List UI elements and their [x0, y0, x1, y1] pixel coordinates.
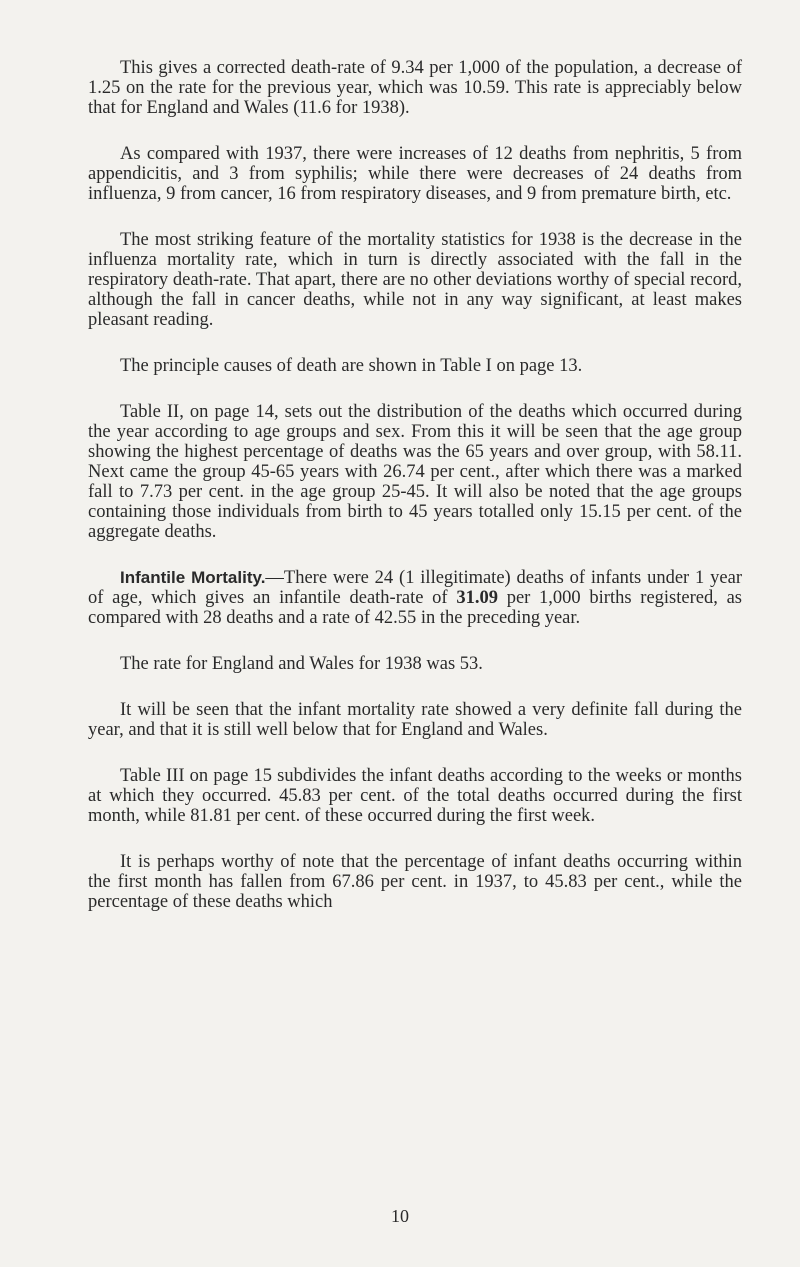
paragraph-first-month: It is perhaps worthy of note that the percentage of infant deaths occurring within the first month has fallen from 67.86 per cent. in 1937, to 45.83 per cent., while the percentage of these deaths which	[88, 852, 742, 912]
paragraph-striking-feature: The most striking feature of the mortality statistics for 1938 is the decrease in the influenza mortality rate, which in turn is directly associated with the fall in the respiratory death-rate. That apart, there are no other deviations worthy of special record, although the fall in cancer deaths, while not in any way significant, at least makes pleasant reading.	[88, 230, 742, 330]
infantile-text-before: —There were 24 (1 illegitimate) deaths of infants under 1 year of age, which gives an infantile death-rate of	[88, 568, 742, 608]
infantile-death-rate-value: 31.09	[456, 588, 498, 608]
paragraph-table-ii: Table II, on page 14, sets out the distribution of the deaths which occurred during the year according to age groups and sex. From this it will be seen that the age group showing the highest percentage of deaths was the 65 years and over group, with 58.11. Next came the group 45-65 years with 26.74 per cent., after which there was a marked fall to 7.73 per cent. in the age group 25-45. It will also be noted that the age groups containing those individuals from birth to 45 years totalled only 15.15 per cent. of the aggregate deaths.	[88, 402, 742, 542]
document-page	[88, 58, 742, 938]
page-number: 10	[391, 1206, 409, 1226]
infantile-text-after: per 1,000 births registered, as compared with 28 deaths and a rate of 42.55 in the preceding year.	[88, 588, 742, 628]
paragraph-table-iii: Table III on page 15 subdivides the infant deaths according to the weeks or months at which they occurred. 45.83 per cent. of the total deaths occurred during the first month, while 81.81 per cent. of these occurred during the first week.	[88, 766, 742, 826]
paragraph-death-rate: This gives a corrected death-rate of 9.34 per 1,000 of the population, a decrease of 1.25 on the rate for the previous year, which was 10.59. This rate is appreciably below that for England and Wales (11.6 for 1938).	[88, 58, 742, 118]
paragraph-comparison-1937: As compared with 1937, there were increases of 12 deaths from nephritis, 5 from appendicitis, and 3 from syphilis; while there were decreases of 24 deaths from influenza, 9 from cancer, 16 from respiratory diseases, and 9 from premature birth, etc.	[88, 144, 742, 204]
paragraph-infant-fall: It will be seen that the infant mortality rate showed a very definite fall during the year, and that it is still well below that for England and Wales.	[88, 700, 742, 740]
paragraph-principle-causes: The principle causes of death are shown in Table I on page 13.	[120, 356, 583, 376]
paragraph-england-wales-rate: The rate for England and Wales for 1938 was 53.	[120, 654, 483, 674]
section-heading-infantile-mortality: Infantile Mortality.	[120, 568, 266, 587]
paragraph-infantile-mortality	[88, 568, 742, 628]
